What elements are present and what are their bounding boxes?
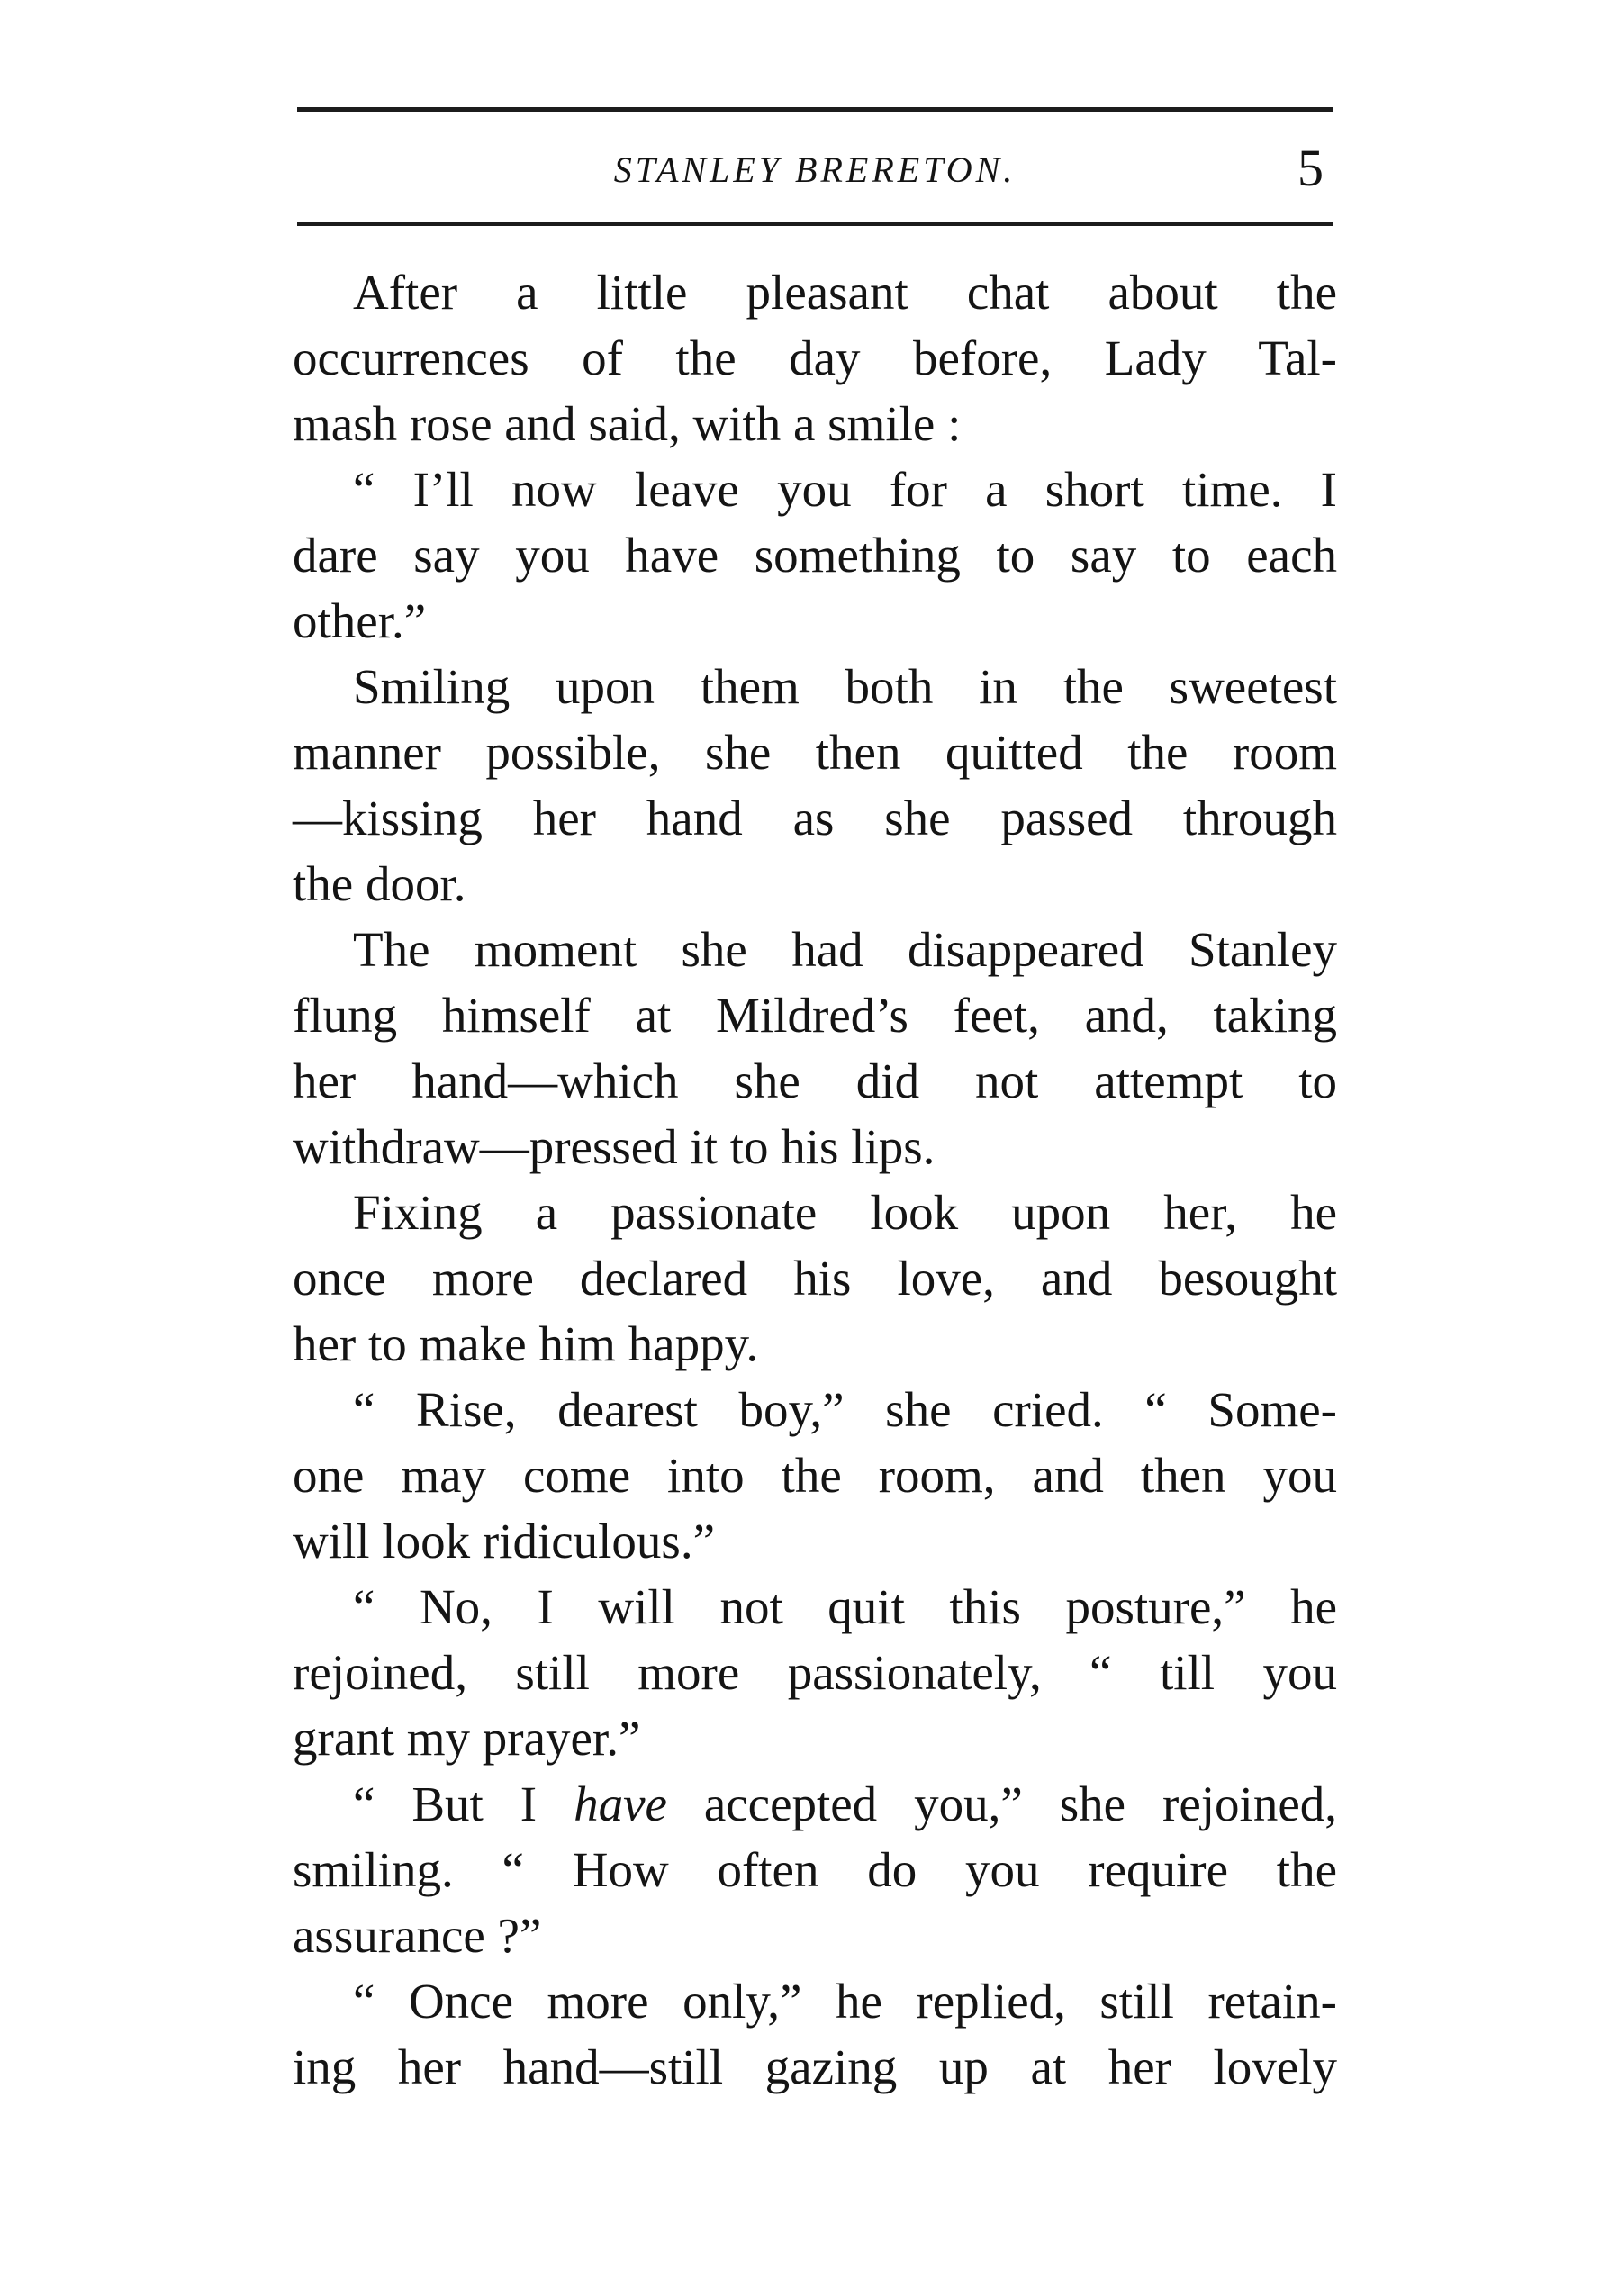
text-line: rejoined, still more passionately, “ till you (293, 1645, 1337, 1700)
text-line: assurance ?” (293, 1908, 542, 1963)
text-line: the door. (293, 856, 466, 911)
paragraph (293, 1180, 1337, 1377)
text-line: “ Rise, dearest boy,” she cried. “ Some- (353, 1382, 1337, 1437)
emphasis-text: have (574, 1776, 667, 1831)
text-line (293, 1771, 1337, 1837)
text-segment: accepted you,” she rejoined, (666, 1776, 1337, 1831)
paragraph (293, 917, 1337, 1180)
text-segment: “ But I (353, 1776, 574, 1831)
text-line: ing her hand—still gazing up at her lovely (293, 2039, 1337, 2094)
running-title: STANLEY BRERETON. (613, 149, 1017, 190)
paragraph (293, 1574, 1337, 1771)
text-line: mash rose and said, with a smile : (293, 396, 962, 451)
text-line: other.” (293, 593, 427, 648)
page-number: 5 (1297, 139, 1324, 197)
body-text (293, 259, 1337, 2100)
text-line: Smiling upon them both in the sweetest (353, 659, 1337, 714)
paragraph (293, 1771, 1337, 1968)
text-line: dare say you have something to say to each (293, 528, 1337, 583)
text-line: Fixing a passionate look upon her, he (353, 1185, 1337, 1240)
paragraph (293, 1377, 1337, 1574)
text-line: —kissing her hand as she passed through (293, 791, 1337, 845)
text-line: grant my prayer.” (293, 1711, 641, 1766)
text-line: withdraw—pressed it to his lips. (293, 1119, 936, 1174)
paragraph (293, 456, 1337, 654)
header-rule-bottom (297, 222, 1333, 226)
text-line: flung himself at Mildred’s feet, and, taking (293, 988, 1337, 1043)
text-line: After a little pleasant chat about the (353, 265, 1337, 320)
running-head (297, 135, 1333, 207)
header-rule-top (297, 107, 1333, 112)
paragraph (293, 654, 1337, 917)
text-line: The moment she had disappeared Stanley (353, 922, 1337, 977)
text-line: her hand—which she did not attempt to (293, 1053, 1337, 1108)
text-line: occurrences of the day before, Lady Tal- (293, 330, 1337, 385)
paragraph (293, 1968, 1337, 2100)
text-line: manner possible, she then quitted the room (293, 725, 1337, 780)
text-line: her to make him happy. (293, 1316, 759, 1371)
paragraph (293, 259, 1337, 456)
text-line: “ I’ll now leave you for a short time. I (353, 462, 1337, 517)
text-line: will look ridiculous.” (293, 1514, 715, 1568)
text-line: “ Once more only,” he replied, still retain- (353, 1974, 1337, 2029)
text-line: smiling. “ How often do you require the (293, 1842, 1337, 1897)
text-line: once more declared his love, and besought (293, 1251, 1337, 1306)
text-line: one may come into the room, and then you (293, 1448, 1337, 1503)
text-line: “ No, I will not quit this posture,” he (353, 1579, 1337, 1634)
